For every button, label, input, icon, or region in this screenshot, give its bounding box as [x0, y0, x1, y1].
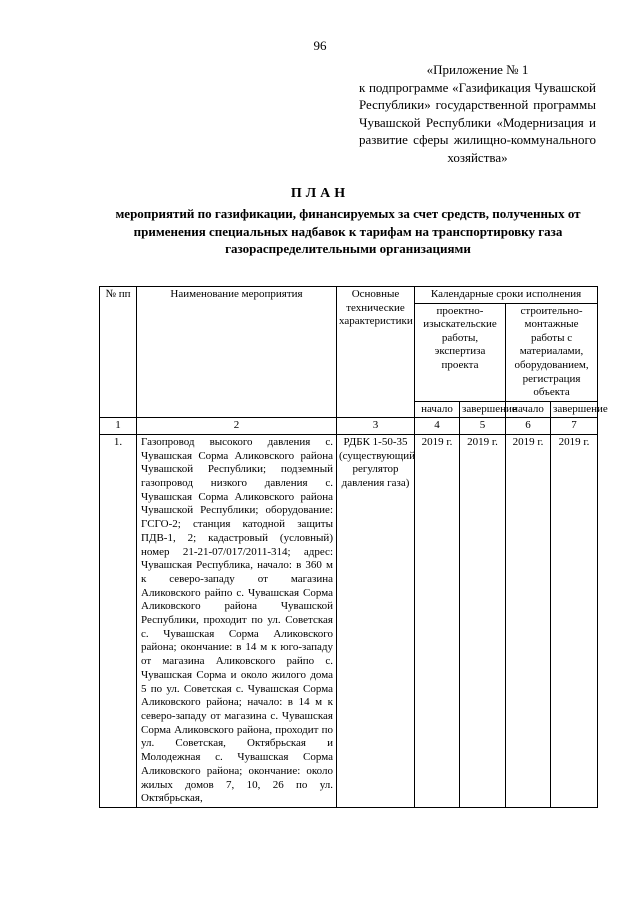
- appendix-title: «Приложение № 1: [426, 62, 529, 77]
- header-constr-start: начало: [506, 401, 551, 418]
- header-design-end: завершение: [460, 401, 506, 418]
- plan-table: [99, 286, 608, 808]
- column-number-row: [100, 418, 598, 435]
- row-constr-start: 2019 г.: [506, 434, 551, 807]
- row-design-start: 2019 г.: [415, 434, 460, 807]
- appendix-text: к подпрограмме «Газификация Чувашской Республики» государственной программы Чувашской Республики «Модернизация и развитие сферы жилищно-коммунального хозяйства»: [359, 79, 596, 165]
- header-row-1: [100, 287, 598, 304]
- plan-title: ПЛАН: [290, 186, 350, 201]
- header-calendar: Календарные сроки исполнения: [415, 287, 598, 304]
- header-design: проектно-изыскательские работы, экспертиза проекта: [415, 303, 506, 401]
- row-design-end: 2019 г.: [460, 434, 506, 807]
- appendix-header: [359, 61, 596, 166]
- header-tech: Основные технические характеристики: [337, 287, 415, 418]
- column-number: 7: [551, 418, 598, 435]
- row-constr-end: 2019 г.: [551, 434, 598, 807]
- row-num: 1.: [100, 434, 137, 807]
- header-name: Наименование мероприятия: [137, 287, 337, 418]
- row-name: Газопровод высокого давления с. Чувашская Сорма Аликовского района Чувашской Республики; подземный газопровод низкого давления с. Чувашская Сорма Аликовского района Чувашской Республики; оборудование: ГСГО-2; станция катодной защиты ПДВ-1, 2; кадастровый (условный) номер 21-21-07/017/2011-314; адрес: Чувашская Республика, начало: в 360 м к северо-западу от магазина Аликовского райпо с. Чувашская Сорма Аликовского района Чувашской Республики, проходит по ул. Советская с. Чувашская Сорма Аликовского района; окончание: в 14 м к юго-западу от магазина Аликовского райпо с. Чувашская Сорма и около жилого дома 5 по ул. Советская с. Чувашская Сорма Аликовского района; начало: в 14 м к северо-западу от магазина с. Чувашская Сорма Аликовского района, проходит по ул. Советская, Октябрьская и Молодежная с. Чувашская Сорма Аликовского района; окончание: около жилых домов 7, 10, 26 по ул. Октябрьская,: [137, 434, 337, 807]
- header-constr-end: завершение: [551, 401, 598, 418]
- row-tech: РДБК 1-50-35 (существующий регулятор давления газа): [337, 434, 415, 807]
- column-number: 4: [415, 418, 460, 435]
- column-number: 5: [460, 418, 506, 435]
- plan-subtitle: мероприятий по газификации, финансируемых за счет средств, полученных от применения специальных надбавок к тарифам на транспортировку газа газораспределительными организациями: [115, 206, 581, 256]
- column-number: 6: [506, 418, 551, 435]
- column-number: 1: [100, 418, 137, 435]
- header-num: № пп: [100, 287, 137, 418]
- table-row: [100, 434, 598, 807]
- header-design-start: начало: [415, 401, 460, 418]
- header-construction: строительно-монтажные работы с материалами, оборудованием, регистрация объекта: [506, 303, 598, 401]
- page-number: 96: [313, 38, 327, 53]
- column-number: 2: [137, 418, 337, 435]
- column-number: 3: [337, 418, 415, 435]
